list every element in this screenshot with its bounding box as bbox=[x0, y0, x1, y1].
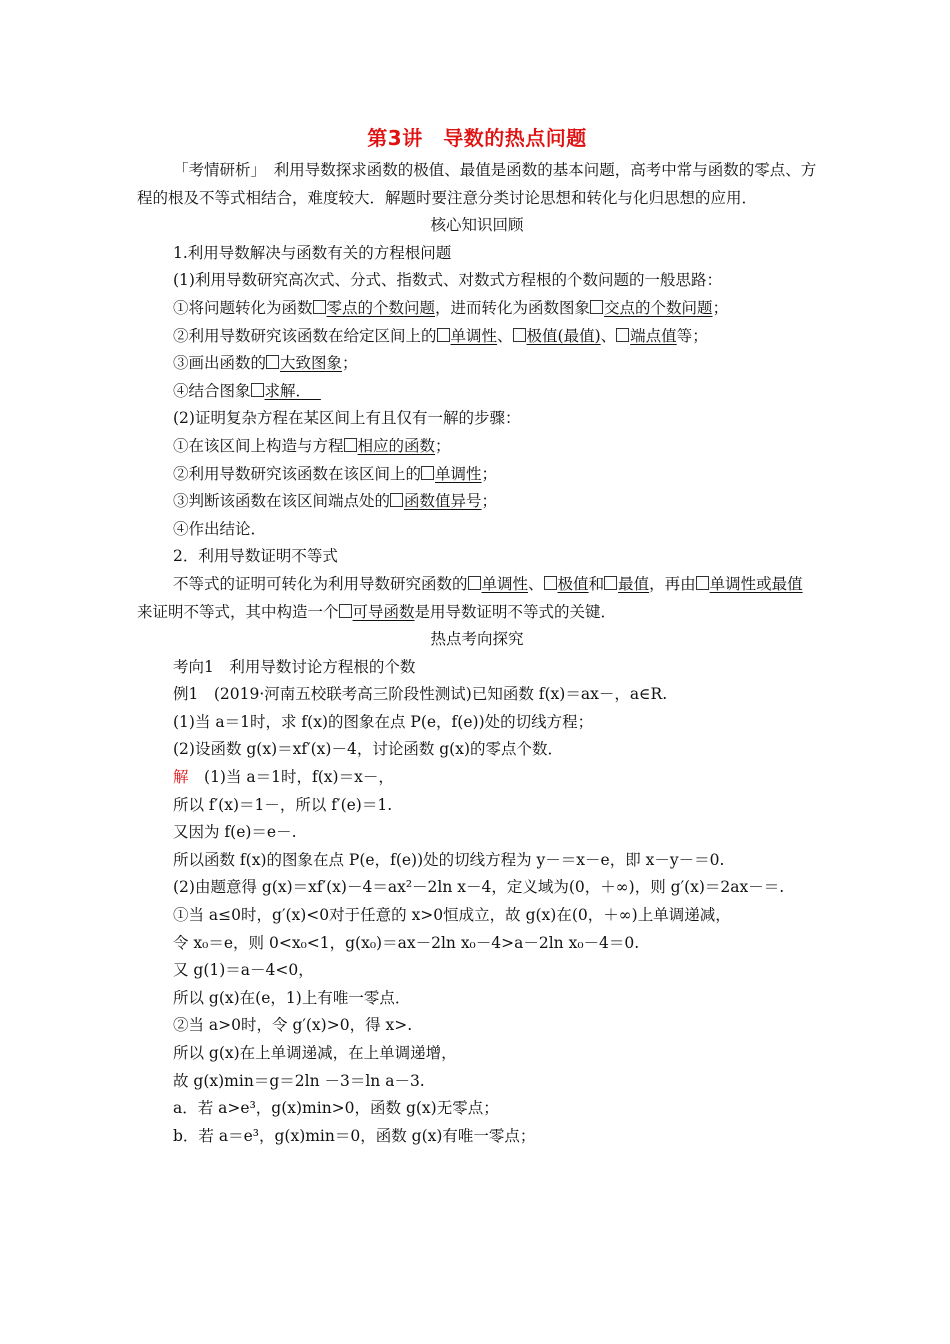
text: 、 bbox=[600, 326, 617, 345]
answer-blank bbox=[266, 354, 342, 372]
text: ①将问题转化为函数 bbox=[173, 298, 313, 317]
blank-box-icon bbox=[590, 300, 603, 314]
text: ； bbox=[342, 354, 358, 373]
text: 来证明不等式，其中构造一个 bbox=[137, 602, 339, 621]
s1-line1 bbox=[137, 295, 817, 323]
text: ； bbox=[435, 436, 451, 455]
answer-text: 极值 bbox=[557, 574, 589, 593]
question-1: (1)当 a＝1时，求 f(x)的图象在点 P(e，f(e))处的切线方程； bbox=[173, 712, 594, 731]
answer-text: 交点的个数问题 bbox=[604, 298, 713, 317]
blank-box-icon bbox=[313, 300, 326, 314]
text: ②利用导数研究该函数在该区间上的 bbox=[173, 464, 422, 483]
blank-box-icon bbox=[390, 493, 403, 507]
solution-line-7: 令 x₀＝e，则 0<x₀<1，g(x₀)＝ax－2ln x₀－4>a－2ln x₀－4＝0. bbox=[173, 933, 640, 952]
s2-line4: ④作出结论． bbox=[173, 519, 267, 538]
answer-text: 可导函数 bbox=[352, 602, 415, 621]
text: ④结合图象 bbox=[173, 381, 251, 400]
answer-text: 最值 bbox=[618, 574, 650, 593]
blank-box-icon bbox=[344, 438, 357, 452]
intro-text: 利用导数探求函数的极值、最值是函数的基本问题，高考中常与函数的零点、方程的根及不等式相结合，难度较大．解题时要注意分类讨论思想和转化与化归思想的应用． bbox=[137, 161, 817, 207]
blank-box-icon bbox=[616, 328, 629, 342]
answer-blank bbox=[421, 465, 482, 483]
solution-line-4: 所以函数 f(x)的图象在点 P(e，f(e))处的切线方程为 y－＝x－e，即 x－y－＝0. bbox=[173, 850, 725, 869]
solution-line-8: 又 g(1)＝a－4<0， bbox=[173, 961, 314, 980]
solution-line-11: 所以 g(x)在上单调递减，在上单调递增， bbox=[173, 1044, 457, 1062]
s2-line1 bbox=[137, 433, 817, 461]
intro-paragraph bbox=[137, 157, 817, 212]
section-heading-review: 核心知识回顾 bbox=[430, 216, 524, 235]
blank-box-icon bbox=[604, 576, 617, 590]
answer-text: 极值(最值) bbox=[526, 326, 601, 345]
solution-line-13: a．若 a>e³，g(x)min>0，函数 g(x)无零点； bbox=[173, 1099, 499, 1118]
answer-text: 单调性或最值 bbox=[709, 574, 803, 593]
s2-line2 bbox=[137, 461, 817, 489]
text: ，再由 bbox=[649, 574, 696, 593]
answer-blank bbox=[590, 299, 713, 317]
topic-heading: 考向1 利用导数讨论方程根的个数 bbox=[173, 657, 416, 676]
answer-blank bbox=[513, 327, 601, 345]
answer-blank bbox=[437, 327, 498, 345]
blank-box-icon bbox=[696, 576, 709, 590]
item2-title: 2．利用导数证明不等式 bbox=[173, 547, 338, 566]
text: ，进而转化为函数图象 bbox=[435, 298, 591, 317]
s1-line2 bbox=[137, 323, 817, 351]
question-2: (2)设函数 g(x)＝xf′(x)－4，讨论函数 g(x)的零点个数． bbox=[173, 740, 564, 759]
answer-text: 相应的函数 bbox=[357, 436, 436, 455]
solution-line-2: 所以 f′(x)＝1－，所以 f′(e)＝1. bbox=[173, 795, 393, 814]
answer-text: 函数值异号 bbox=[404, 492, 482, 511]
page-title: 第3讲 导数的热点问题 bbox=[367, 126, 587, 150]
item1-sub1: (1)利用导数研究高次式、分式、指数式、对数式方程根的个数问题的一般思路： bbox=[173, 271, 722, 290]
answer-blank bbox=[468, 575, 529, 593]
answer-text: 零点的个数问题 bbox=[326, 298, 436, 317]
text: ； bbox=[481, 492, 498, 511]
s2-line3 bbox=[137, 488, 817, 516]
blank-box-icon bbox=[437, 328, 450, 342]
text: ； bbox=[481, 464, 498, 483]
text: 不等式的证明可转化为利用导数研究函数的 bbox=[173, 574, 468, 593]
answer-text: 端点值 bbox=[630, 326, 677, 345]
item1-sub2: (2)证明复杂方程在某区间上有且仅有一解的步骤： bbox=[173, 409, 521, 428]
text: ③判断该函数在该区间端点处的 bbox=[173, 492, 391, 511]
text: 等； bbox=[676, 326, 708, 345]
blank-box-icon bbox=[266, 355, 279, 369]
answer-blank bbox=[544, 575, 589, 593]
solution-line-10: ②当 a>0时，令 g′(x)>0，得 x>. bbox=[173, 1016, 413, 1035]
answer-blank bbox=[616, 327, 677, 345]
answer-text: 大致图象 bbox=[280, 354, 343, 373]
blank-box-icon bbox=[251, 383, 264, 397]
solution-line-9: 所以 g(x)在(e，1)上有唯一零点． bbox=[173, 988, 411, 1007]
text: ②利用导数研究该函数在给定区间上的 bbox=[173, 326, 437, 345]
blank-box-icon bbox=[339, 604, 352, 618]
solution-line-12: 故 g(x)min＝g＝2ln －3＝ln a－3. bbox=[173, 1071, 425, 1090]
solution-label: 解 bbox=[173, 768, 189, 787]
solution-line-14: b．若 a＝e³，g(x)min＝0，函数 g(x)有唯一零点； bbox=[173, 1126, 536, 1145]
s1-line3 bbox=[137, 350, 817, 378]
solution-line-1 bbox=[137, 764, 817, 792]
section-heading-explore: 热点考向探究 bbox=[430, 630, 524, 649]
answer-text: 单调性 bbox=[481, 574, 529, 593]
item1-title: 1.利用导数解决与函数有关的方程根问题 bbox=[173, 243, 452, 262]
blank-box-icon bbox=[468, 576, 481, 590]
answer-blank bbox=[344, 437, 436, 455]
blank-box-icon bbox=[421, 466, 434, 480]
text: ①在该区间上构造与方程 bbox=[173, 436, 344, 455]
example-statement: 例1 (2019·河南五校联考高三阶段性测试)已知函数 f(x)＝ax－，a∈R. bbox=[173, 685, 668, 704]
document-page bbox=[137, 118, 817, 1150]
text: ③画出函数的 bbox=[173, 354, 267, 373]
answer-text: 单调性 bbox=[435, 464, 482, 483]
solution-line-6: ①当 a≤0时，g′(x)<0对于任意的 x>0恒成立，故 g(x)在(0，＋∞)上单调递减， bbox=[173, 906, 731, 925]
answer-text: 求解． bbox=[264, 381, 312, 400]
text: 、 bbox=[497, 326, 513, 345]
solution-line-3: 又因为 f(e)＝e－. bbox=[173, 823, 297, 842]
text: ； bbox=[712, 298, 729, 317]
answer-blank bbox=[390, 492, 482, 510]
text: 、 bbox=[528, 574, 544, 593]
text: 和 bbox=[588, 574, 605, 593]
text: (1)当 a＝1时，f(x)＝x－， bbox=[188, 768, 394, 787]
answer-blank bbox=[696, 575, 803, 593]
answer-blank bbox=[313, 299, 436, 317]
text: 是用导数证明不等式的关键． bbox=[414, 602, 617, 621]
intro-tag: 「考情研析」 bbox=[173, 161, 259, 179]
answer-blank bbox=[604, 575, 649, 593]
blank-box-icon bbox=[544, 576, 557, 590]
answer-blank bbox=[339, 603, 415, 621]
solution-line-5: (2)由题意得 g(x)＝xf′(x)－4＝ax²－2ln x－4，定义域为(0，＋∞)，则 g′(x)＝2ax－＝. bbox=[173, 878, 785, 897]
blank-box-icon bbox=[513, 328, 526, 342]
item2-paragraph bbox=[137, 571, 817, 626]
s1-line4 bbox=[137, 378, 817, 406]
answer-blank bbox=[251, 382, 321, 400]
answer-text: 单调性 bbox=[450, 326, 498, 345]
